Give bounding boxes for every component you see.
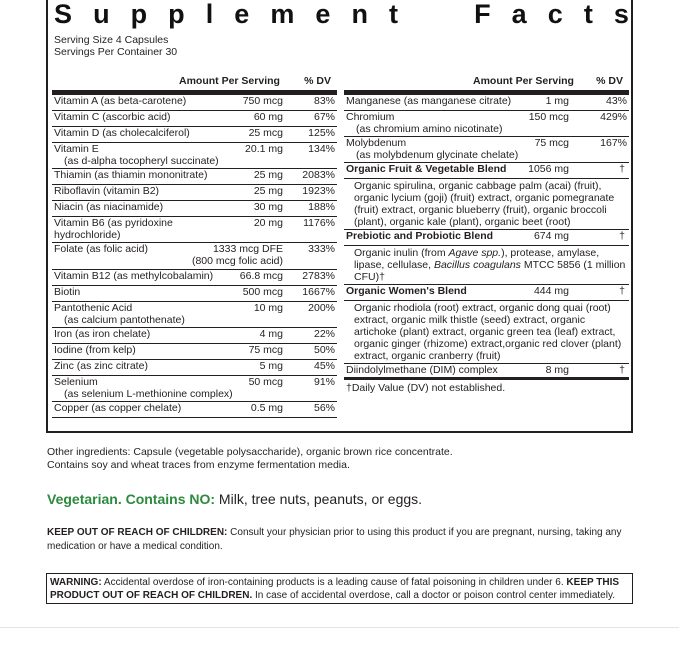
nutrient-dv: 1667% [302,286,335,298]
nutrient-row [52,169,337,185]
daily-value-footnote: †Daily Value (DV) not established. [346,382,506,394]
nutrient-amount: 750 mcg [242,95,283,107]
title-letter: u [93,0,110,29]
nutrient-row [344,137,629,163]
blend-name: Organic Fruit & Vegetable Blend [346,163,507,175]
allergen-trace-line: Contains soy and wheat traces from enzyme fermentation media. [47,459,350,471]
iron-warning-box [46,573,633,604]
nutrient-row [52,185,337,201]
warning-bold-text: KEEP THIS PRODUCT OUT OF REACH OF CHILDREN. [50,577,620,601]
nutrient-dv: 200% [308,302,335,314]
other-ingredients [47,446,637,472]
nutrient-source: (as chromium amino nicotinate) [356,123,503,135]
nutrient-amount: 150 mcg [528,111,569,123]
nutrient-source: (as selenium L-methionine complex) [64,388,233,400]
nutrient-column-left [52,73,337,418]
nutrient-dv: 333% [308,243,335,255]
nutrient-amount: 25 mcg [248,127,283,139]
nutrient-amount: 20 mg [253,217,283,229]
nutrient-row [52,201,337,217]
nutrient-name: Folate (as folic acid) [54,243,148,255]
nutrient-dv: 1176% [303,217,335,229]
nutrient-row [52,376,337,402]
title-letter: S [54,0,73,29]
nutrient-amount: 5 mg [259,360,283,372]
other-ingredients-line: Other ingredients: Capsule (vegetable polysaccharide), organic brown rice concentrate. [47,446,453,458]
nutrient-name: Vitamin E [54,143,99,155]
blend-amount: 1056 mg [528,163,569,175]
dagger-mark: † [619,163,625,175]
nutrient-row [52,402,337,418]
dim-row [344,364,629,380]
vegetarian-text: Milk, tree nuts, peanuts, or eggs. [215,491,423,507]
nutrient-name: Manganese (as manganese citrate) [346,95,512,107]
blend-desc-part: ), protease, amylase, lipase, cellulase, [354,247,600,271]
blend-name: Prebiotic and Probiotic Blend [346,230,494,242]
nutrient-name: Vitamin A (as beta-carotene) [54,95,187,107]
nutrient-dv: 134% [308,143,335,155]
warning-text: In case of accidental overdose, call a doctor or poison control center immediately. [252,590,615,601]
keep-text: Consult your physician prior to using this product if you are pregnant, nursing, taking any medication or have a medical condition. [47,527,622,552]
divider [0,627,679,628]
nutrient-dv: 1923% [302,185,335,197]
nutrient-source: (as calcium pantothenate) [64,314,185,326]
nutrient-name: Molybdenum [346,137,407,149]
nutrient-name: Vitamin C (ascorbic acid) [54,111,171,123]
dv-header: % DV [304,75,331,87]
nutrient-amount: 66.8 mcg [239,270,283,282]
nutrient-dv: 83% [313,95,335,107]
nutrient-dv: 2083% [302,169,335,181]
title-letter: p [168,0,185,29]
title-word-gap [419,0,453,29]
blend-desc-part: MTCC 5856 (1 million CFU)† [354,259,626,283]
nutrient-name: Vitamin B6 (as pyridoxine hydrochloride) [54,217,173,241]
dagger-mark: † [619,230,625,242]
nutrient-dv: 167% [600,137,627,149]
nutrient-amount: 25 mg [253,169,283,181]
nutrient-name: Riboflavin (vitamin B2) [54,185,160,197]
nutrient-dv: 50% [313,344,335,356]
dim-name: Diindolylmethane (DIM) complex [346,364,498,376]
nutrient-source: (as molybdenum glycinate chelate) [356,149,519,161]
nutrient-row [52,111,337,127]
nutrient-amount: 1333 mcg DFE [212,243,283,255]
title-letter: p [130,0,148,29]
warning-text: Accidental overdose of iron-containing products is a leading cause of fatal poisoning in children under 6. [101,577,567,588]
dagger-mark: † [619,285,625,297]
blend-description: Organic spirulina, organic cabbage palm (acai) (fruit), organic lycium (goji) (fruit) extract, organic pomegranate (fruit) extract, organic blueberry (fruit), organic broccoli (plant), organic kale (plant), organic beet (root) [344,179,629,230]
nutrient-row [52,127,337,143]
nutrient-amount: 50 mcg [248,376,283,388]
nutrient-row [344,111,629,137]
title-letter: t [583,0,593,29]
blend-desc-part: Organic inulin (from [354,247,449,259]
nutrient-amount: 30 mg [253,201,283,213]
keep-label: KEEP OUT OF REACH OF CHILDREN: [47,527,228,538]
nutrient-row [52,328,337,344]
blend-row [344,285,629,301]
nutrient-row [52,360,337,376]
title-letter: t [389,0,399,29]
servings-per-container: Servings Per Container 30 [54,46,178,58]
column-header [52,73,337,95]
dim-amount: 8 mg [545,364,569,376]
nutrient-column-right [344,73,629,396]
title-letter: a [511,0,527,29]
nutrient-dv: 22% [313,328,335,340]
dv-header: % DV [596,75,623,87]
vegetarian-label: Vegetarian. Contains NO: [47,491,216,507]
nutrient-name: Biotin [54,286,81,298]
nutrient-dv: 429% [600,111,627,123]
nutrient-source: (as d-alpha tocopheryl succinate) [64,155,219,167]
title-letter: F [474,0,491,29]
nutrient-dv: 56% [313,402,335,414]
nutrient-row [52,143,337,169]
dagger-mark: † [619,364,625,376]
title-letter: e [234,0,250,29]
nutrient-name: Pantothenic Acid [54,302,133,314]
nutrient-row [52,270,337,286]
blend-name: Organic Women's Blend [346,285,467,297]
nutrient-dv: 2783% [302,270,335,282]
title-letter: c [547,0,563,29]
blend-description [344,246,629,285]
nutrient-dv: 45% [313,360,335,372]
vegetarian-statement [47,490,422,508]
nutrient-name: Selenium [54,376,98,388]
nutrient-dv: 67% [313,111,335,123]
title-letter: m [270,0,295,29]
nutrient-row [52,286,337,302]
nutrient-row [52,217,337,243]
nutrient-name: Niacin (as niacinamide) [54,201,164,213]
panel-title [54,0,629,29]
blend-row [344,230,629,246]
nutrient-row [52,95,337,111]
nutrient-name: Thiamin (as thiamin mononitrate) [54,169,208,181]
nutrient-amount: 0.5 mg [250,402,283,414]
title-letter: s [613,0,629,29]
amount-header: Amount Per Serving [179,75,280,87]
nutrient-amount-detail: (800 mcg folic acid) [191,255,283,267]
nutrient-row [52,243,337,270]
blend-desc-italic: Bacillus coagulans [433,259,521,271]
serving-size: Serving Size 4 Capsules [54,34,169,46]
nutrient-dv: 188% [308,201,335,213]
blend-description: Organic rhodiola (root) extract, organic dong quai (root) extract, organic milk thistle (seed) extract, organic artichoke (plant) extract, organic green tea (leaf) extract, organic ginger (rhizome) extract,organic red clover (plant) extract, organic cranberry (fruit) [344,301,629,364]
nutrient-dv: 125% [308,127,335,139]
nutrient-row [344,95,629,111]
nutrient-amount: 60 mg [253,111,283,123]
nutrient-amount: 25 mg [253,185,283,197]
title-letter: e [315,0,331,29]
nutrient-name: Vitamin D (as cholecalciferol) [54,127,190,139]
nutrient-amount: 500 mcg [242,286,283,298]
column-header [344,73,629,95]
blend-row [344,163,629,179]
blend-amount: 674 mg [533,230,569,242]
nutrient-name: Zinc (as zinc citrate) [54,360,148,372]
nutrient-name: Vitamin B12 (as methylcobalamin) [54,270,214,282]
serving-info [54,34,177,58]
supplement-facts-panel [46,0,633,433]
keep-out-of-reach-notice [47,526,647,554]
title-letter: l [205,0,214,29]
nutrient-dv: 91% [313,376,335,388]
nutrient-amount: 20.1 mg [245,143,283,155]
blend-amount: 444 mg [533,285,569,297]
title-letter: n [351,0,368,29]
blend-desc-italic: Agave spp. [448,247,502,259]
warning-label: WARNING: [50,577,102,588]
nutrient-amount: 75 mcg [248,344,283,356]
nutrient-dv: 43% [605,95,627,107]
nutrient-amount: 10 mg [253,302,283,314]
nutrient-row [52,302,337,328]
nutrient-amount: 1 mg [545,95,569,107]
amount-header: Amount Per Serving [473,75,574,87]
nutrient-name: Iodine (from kelp) [54,344,136,356]
nutrient-amount: 4 mg [259,328,283,340]
nutrient-name: Chromium [346,111,395,123]
nutrient-name: Copper (as copper chelate) [54,402,182,414]
nutrient-amount: 75 mcg [534,137,569,149]
nutrient-name: Iron (as iron chelate) [54,328,151,340]
nutrient-row [52,344,337,360]
